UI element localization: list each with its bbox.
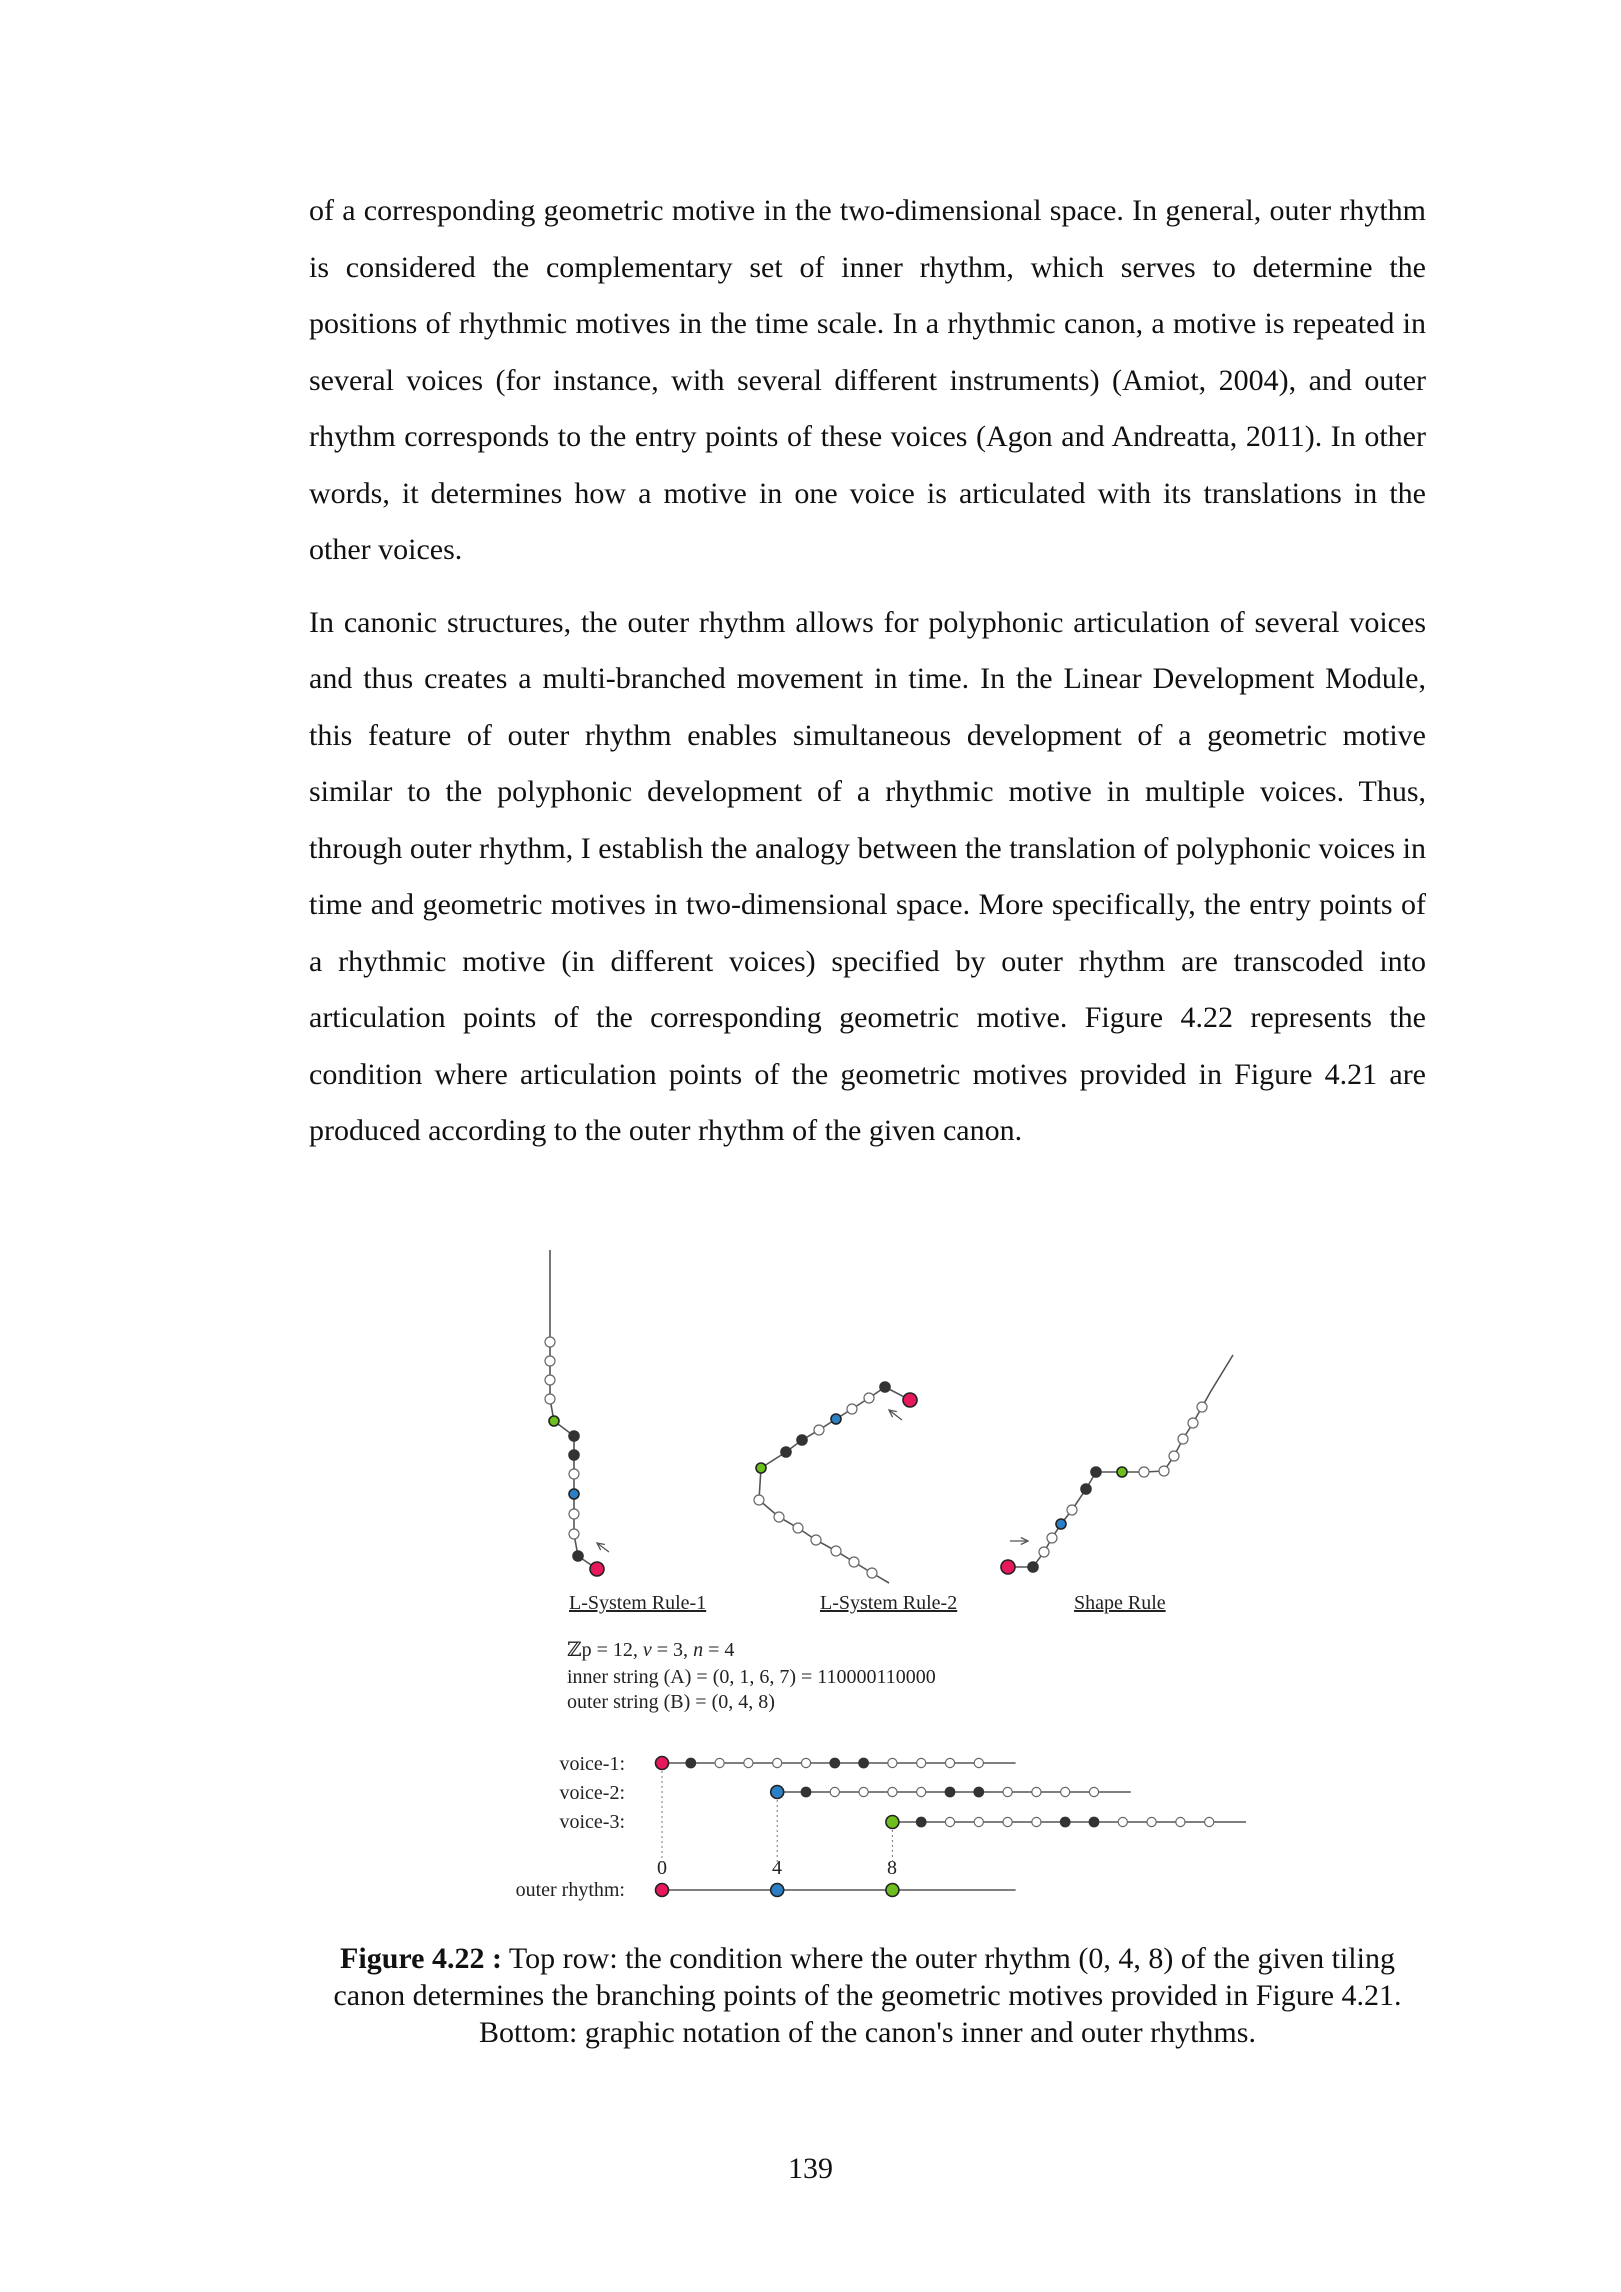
arrow-stroke [1010,1538,1028,1545]
motive-path [550,1250,597,1569]
rule-label-2: L-System Rule-2 [820,1592,958,1614]
page-number: 139 [788,2152,833,2185]
voice-pulse [744,1758,753,1767]
figure-svg [480,1240,1260,1920]
motive-dot [847,1404,857,1414]
motive-dot [1159,1466,1169,1476]
motive-dot [1047,1533,1057,1543]
rule-label-1: L-System Rule-1 [569,1592,707,1614]
voice-pulse [945,1787,954,1796]
motive-dot [1039,1547,1049,1557]
rhythm-notation [656,1757,1247,1897]
tick-label-8: 8 [887,1857,897,1879]
motive-dot [545,1394,555,1404]
voice-pulse [859,1758,868,1767]
caption-text: Top row: the condition where the outer rhythm (0, 4, 8) of the given tiling canon determines the branching points of the geometric motives provided in Figure 4.21. Bottom: graphic notation of the canon's inner and outer rhythms. [333,1942,1402,2049]
voice-pulse [830,1758,839,1767]
voice-pulse [945,1758,954,1767]
motive-dot [811,1535,821,1545]
voice-pulse [917,1817,926,1826]
motive-dot [545,1375,555,1385]
motive-dot [880,1382,890,1392]
voice-label-1: voice-1: [559,1753,625,1775]
motive-dot [831,1414,841,1424]
paragraph-2: In canonic structures, the outer rhythm allows for polyphonic articulation of several voices and thus creates a multi-branched movement in time. In the Linear Development Module, this feature of outer rhythm enables simultaneous development of a geometric motive similar to the polyphonic development of a rhythmic motive in multiple voices. Thus, through outer rhythm, I establish the analogy between the translation of polyphonic voices in time and geometric motives in two-dimensional space. More specifically, the entry points of a rhythmic motive (in different voices) specified by outer rhythm are transcoded into articulation points of the corresponding geometric motive. Figure 4.22 represents the condition where articulation points of the geometric motives provided in Figure 4.21 are produced according to the outer rhythm of the given canon. [309,605,1426,1147]
voice-pulse [771,1786,784,1799]
voice-pulse [974,1817,983,1826]
motive-dot [797,1435,807,1445]
voice-row-2 [771,1786,1131,1799]
outer-rhythm-row [656,1884,1016,1897]
voice-pulse [1003,1817,1012,1826]
motive-dot-start [1001,1560,1015,1574]
outer-rhythm-point [771,1884,784,1897]
voice-pulse [830,1787,839,1796]
voice-pulse [945,1817,954,1826]
motive-dot [569,1469,579,1479]
voice-pulse [801,1787,810,1796]
motive-dot [774,1512,784,1522]
motive-dot [569,1450,579,1460]
motive-dot [545,1356,555,1366]
voice-pulse [1003,1787,1012,1796]
voice-pulse [1147,1817,1156,1826]
voice-pulse [974,1787,983,1796]
tick-label-4: 4 [772,1857,782,1879]
body-text [309,183,1426,1176]
motive-dot [756,1463,766,1473]
motive-dot [549,1416,559,1426]
voice-pulse [1118,1817,1127,1826]
motive-dot [1081,1484,1091,1494]
motive-dot [1091,1467,1101,1477]
motive-dot [573,1551,583,1561]
inner-string: inner string (A) = (0, 1, 6, 7) = 110000110000 [567,1666,936,1688]
motive-shape-rule [1001,1355,1233,1574]
voice-pulse [1032,1787,1041,1796]
integer-set-symbol: ℤ [567,1639,582,1661]
motive-dot-tail [1197,1402,1207,1412]
voice-pulse [888,1787,897,1796]
motive-dot [569,1489,579,1499]
voice-pulse [974,1758,983,1767]
voice-pulse [656,1757,669,1770]
tick-label-0: 0 [657,1857,667,1879]
arrow-stroke [889,1410,902,1420]
motive-dot [1117,1467,1127,1477]
paragraph-1: of a corresponding geometric motive in the two-dimensional space. In general, outer rhythm is considered the complementary set of inner rhythm, which serves to determine the positions of rhythmic motives in the time scale. In a rhythmic canon, a motive is repeated in several voices (for instance, with several different instruments) (Amiot, 2004), and outer rhythm corresponds to the entry points of these voices (Agon and Andreatta, 2011). In other words, it determines how a motive in one voice is articulated with its translations in the other voices. [309,194,1426,566]
motive-l-system-rule-2 [754,1382,917,1583]
voice-pulse [1061,1787,1070,1796]
motive-dot [793,1523,803,1533]
voice-pulse [1176,1817,1185,1826]
motive-dot [754,1495,764,1505]
arrow-stroke [597,1543,609,1552]
voice-pulse [715,1758,724,1767]
caption-label: Figure 4.22 : [340,1942,502,1975]
motive-dot [1178,1434,1188,1444]
voice-pulse [801,1758,810,1767]
motive-dot-start [590,1562,604,1576]
outer-rhythm-label: outer rhythm: [515,1879,625,1901]
voice-pulse [1089,1787,1098,1796]
voice-label-3: voice-3: [559,1811,625,1833]
motive-dot [1028,1562,1038,1572]
motive-dot [569,1431,579,1441]
voice-pulse [917,1758,926,1767]
motive-dot-tail [867,1568,877,1578]
direction-arrow [597,1543,609,1552]
motive-dot-tail [1188,1418,1198,1428]
outer-rhythm-point [656,1884,669,1897]
canon-parameters: ℤp = 12, v = 3, n = 4 [567,1639,735,1661]
direction-arrow [1010,1538,1028,1545]
voice-pulse [886,1816,899,1829]
outer-string: outer string (B) = (0, 4, 8) [567,1691,775,1713]
voice-pulse [686,1758,695,1767]
motive-dot [545,1337,555,1347]
voice-row-1 [656,1757,1016,1770]
figure-caption [309,1940,1426,2051]
motive-dot [569,1529,579,1539]
motive-dot-start [903,1393,917,1407]
outer-rhythm-point [886,1884,899,1897]
voice-pulse [1205,1817,1214,1826]
motive-dot [1056,1519,1066,1529]
voice-pulse [859,1787,868,1796]
motive-l-system-rule-1 [545,1250,609,1576]
motive-dot-tail [831,1546,841,1556]
motive-dot [814,1425,824,1435]
rule-label-3: Shape Rule [1074,1592,1166,1614]
direction-arrow [889,1410,902,1420]
voice-pulse [1061,1817,1070,1826]
motive-dot [1067,1505,1077,1515]
motive-dot-tail [849,1557,859,1567]
voice-pulse [1089,1817,1098,1826]
motive-dot [1139,1467,1149,1477]
motive-dot [1169,1451,1179,1461]
motive-dot [569,1509,579,1519]
motive-dot [781,1447,791,1457]
motive-dot [864,1393,874,1403]
voice-label-2: voice-2: [559,1782,625,1804]
voice-pulse [917,1787,926,1796]
voice-pulse [888,1758,897,1767]
voice-pulse [1032,1817,1041,1826]
geometric-motives [545,1250,1233,1583]
voice-pulse [773,1758,782,1767]
figure-4-22 [480,1240,1260,1920]
voice-row-3 [886,1816,1246,1829]
motive-path [1008,1355,1233,1567]
